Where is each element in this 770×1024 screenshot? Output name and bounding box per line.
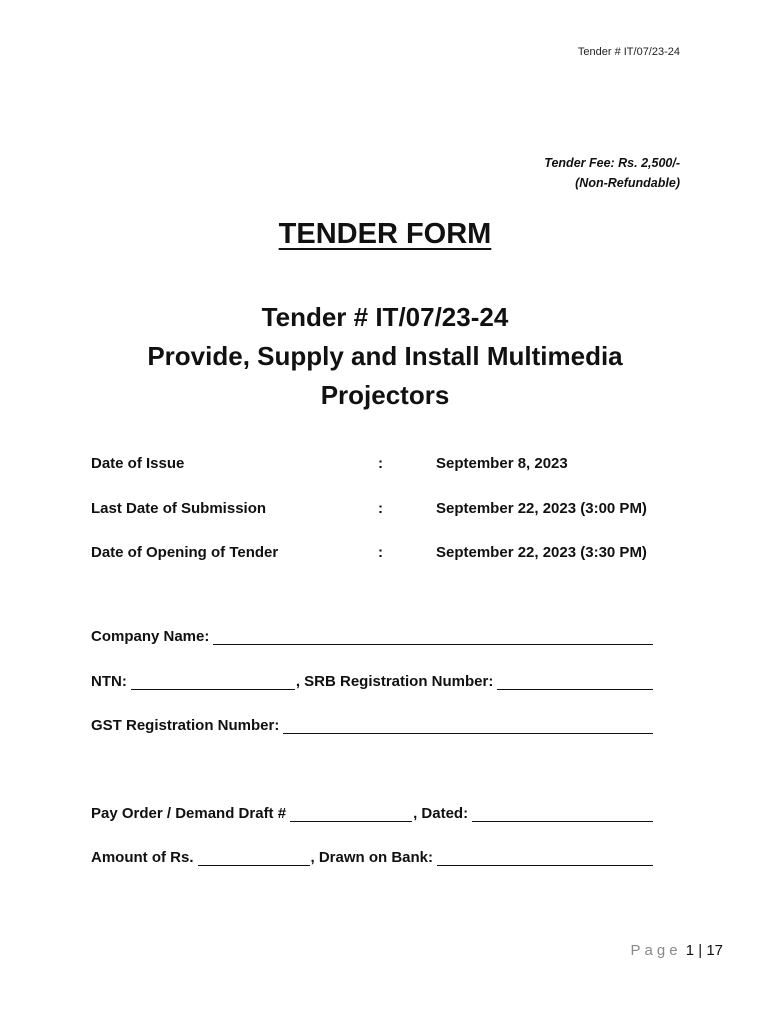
page-current: 1 bbox=[685, 942, 695, 959]
date-row-issue bbox=[91, 455, 691, 500]
date-row-opening bbox=[91, 544, 691, 589]
date-row-submission bbox=[91, 500, 691, 545]
ntn-srb-line bbox=[91, 673, 653, 690]
ntn-field[interactable] bbox=[131, 675, 295, 690]
tender-title-line-1: Provide, Supply and Install Multimedia bbox=[147, 341, 623, 371]
gst-line bbox=[91, 717, 653, 734]
page-title: TENDER FORM bbox=[278, 218, 492, 250]
date-value: September 8, 2023 bbox=[436, 455, 568, 472]
date-value: September 22, 2023 (3:00 PM) bbox=[436, 499, 647, 517]
drawn-on-bank-label: , Drawn on Bank: bbox=[310, 849, 434, 866]
tender-fee bbox=[544, 153, 680, 193]
srb-label: , SRB Registration Number: bbox=[295, 673, 494, 690]
date-separator: : bbox=[378, 499, 383, 517]
date-label: Date of Opening of Tender bbox=[91, 544, 279, 561]
pay-order-line bbox=[91, 805, 653, 822]
tender-fee-note: (Non-Refundable) bbox=[575, 176, 680, 190]
company-name-label: Company Name: bbox=[91, 628, 210, 645]
page-word: Page bbox=[630, 942, 682, 959]
page-number bbox=[631, 942, 724, 959]
ntn-label: NTN: bbox=[91, 673, 127, 690]
date-label: Date of Issue bbox=[91, 455, 185, 472]
date-separator: : bbox=[378, 455, 383, 472]
gst-field[interactable] bbox=[283, 719, 653, 734]
company-name-line bbox=[91, 628, 653, 645]
date-label: Last Date of Submission bbox=[91, 499, 267, 517]
header-tender-reference: Tender # IT/07/23-24 bbox=[577, 46, 680, 58]
tender-heading bbox=[0, 298, 770, 415]
drawn-on-bank-field[interactable] bbox=[437, 851, 653, 866]
page-separator: | bbox=[698, 942, 703, 959]
tender-fee-amount: Tender Fee: Rs. 2,500/- bbox=[544, 156, 680, 170]
dated-field[interactable] bbox=[472, 807, 653, 822]
dates-table bbox=[91, 455, 691, 589]
company-name-field[interactable] bbox=[213, 630, 653, 645]
date-separator: : bbox=[378, 544, 383, 561]
gst-label: GST Registration Number: bbox=[91, 717, 280, 734]
page-total: 17 bbox=[706, 942, 723, 959]
dated-label: , Dated: bbox=[413, 805, 469, 822]
pay-order-field[interactable] bbox=[290, 807, 412, 822]
pay-order-label: Pay Order / Demand Draft # bbox=[91, 805, 287, 822]
date-value: September 22, 2023 (3:30 PM) bbox=[436, 544, 647, 561]
amount-label: Amount of Rs. bbox=[91, 849, 194, 866]
amount-line bbox=[91, 849, 653, 866]
amount-field[interactable] bbox=[198, 851, 310, 866]
srb-field[interactable] bbox=[497, 675, 653, 690]
tender-number: Tender # IT/07/23-24 bbox=[261, 302, 509, 332]
tender-title-line-2: Projectors bbox=[320, 380, 450, 410]
